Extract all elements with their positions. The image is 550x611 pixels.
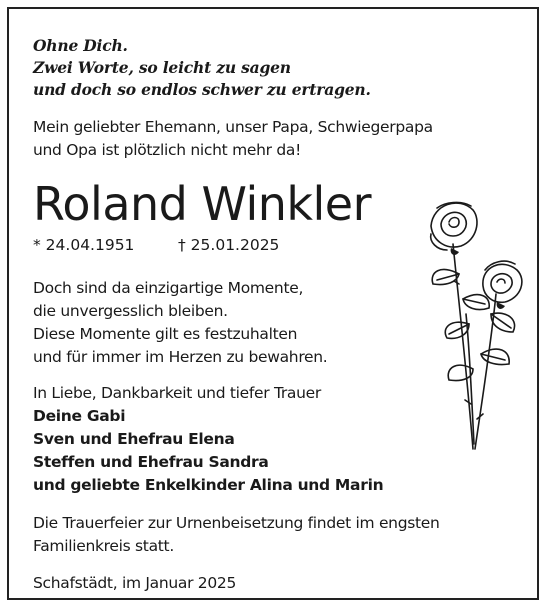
poem-line: und doch so endlos schwer zu ertragen. (33, 80, 371, 99)
mourner-name: und geliebte Enkelkinder Alina und Marin (33, 476, 384, 494)
poem-line: Ohne Dich. (33, 36, 128, 55)
obituary-notice (7, 7, 539, 600)
memory-line: Doch sind da einzigartige Momente, (33, 279, 304, 297)
memory-line: und für immer im Herzen zu bewahren. (33, 348, 328, 366)
deceased-name: Roland Winkler (33, 177, 372, 231)
mourner-name: Deine Gabi (33, 407, 126, 425)
mourners-list (33, 382, 383, 497)
mourners-intro: In Liebe, Dankbarkeit und tiefer Trauer (33, 384, 321, 402)
birth-date: * 24.04.1951 (33, 236, 135, 254)
mourner-name: Sven und Ehefrau Elena (33, 430, 235, 448)
funeral-info-line: Familienkreis statt. (33, 537, 174, 555)
poem (33, 35, 371, 101)
poem-line: Zwei Worte, so leicht zu sagen (33, 58, 291, 77)
place-and-date: Schafstädt, im Januar 2025 (33, 574, 237, 592)
funeral-info (33, 512, 440, 558)
intro-text (33, 116, 433, 162)
mourner-name: Steffen und Ehefrau Sandra (33, 453, 269, 471)
intro-line: und Opa ist plötzlich nicht mehr da! (33, 141, 301, 159)
death-date: † 25.01.2025 (178, 236, 280, 254)
intro-line: Mein geliebter Ehemann, unser Papa, Schwiegerpapa (33, 118, 433, 136)
roses-illustration-icon (411, 194, 541, 454)
memory-line: Diese Momente gilt es festzuhalten (33, 325, 298, 343)
memory-line: die unvergesslich bleiben. (33, 302, 228, 320)
funeral-info-line: Die Trauerfeier zur Urnenbeisetzung findet im engsten (33, 514, 440, 532)
memory-text (33, 277, 327, 369)
